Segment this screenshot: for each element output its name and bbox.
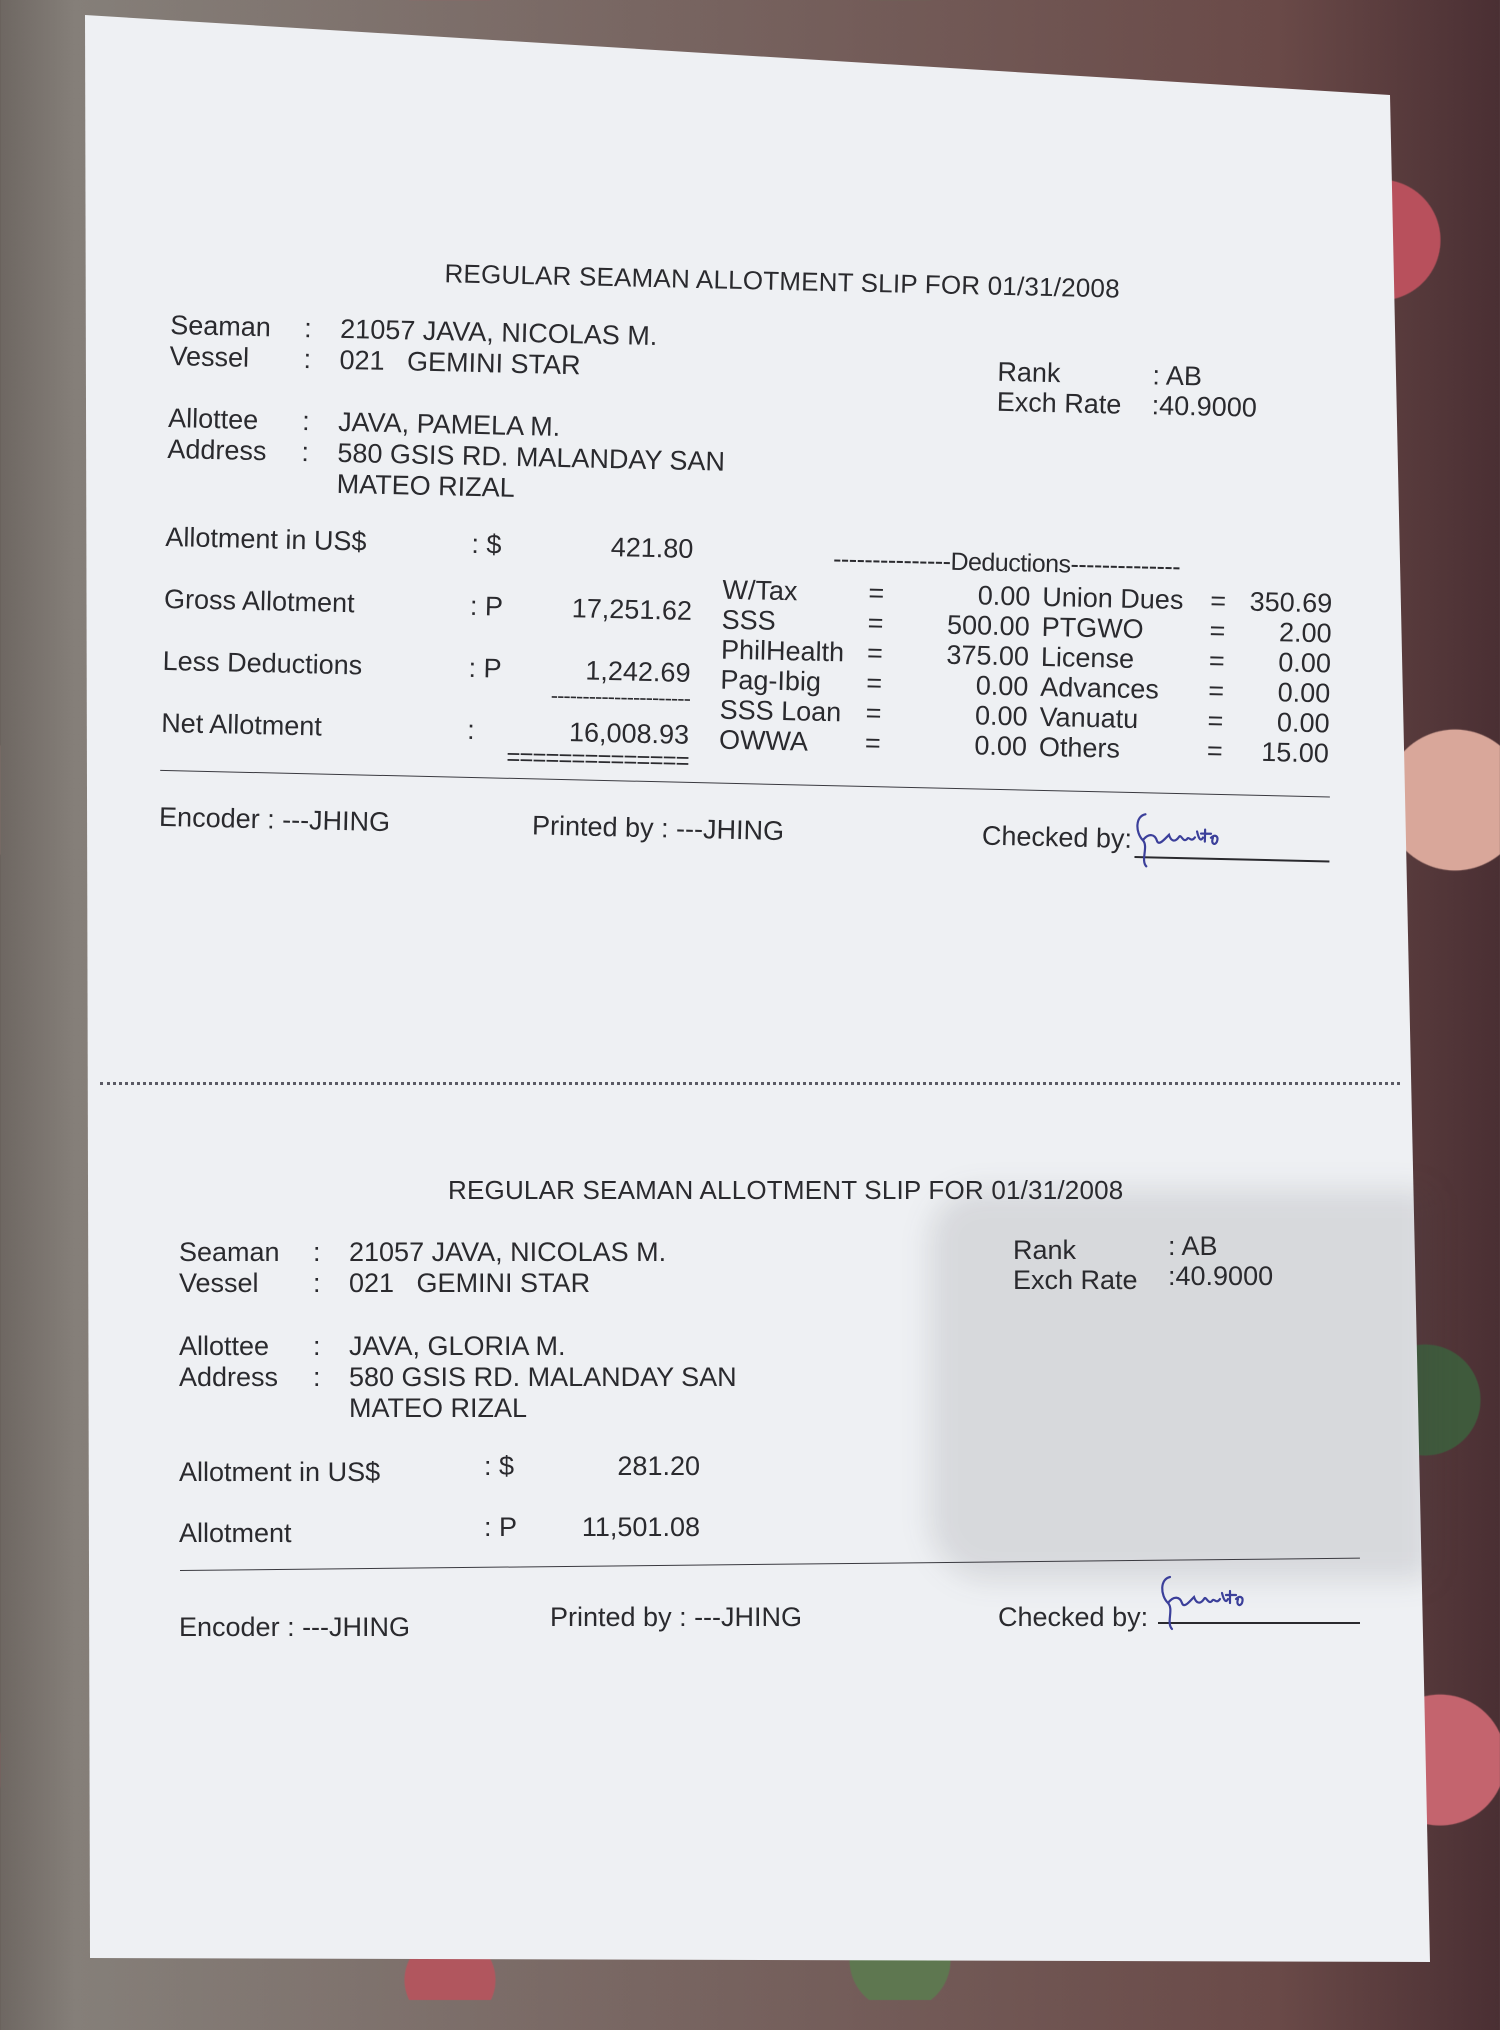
deduction-label: Others xyxy=(1038,731,1121,764)
equals-sign: = xyxy=(865,697,882,729)
rank-value: : AB xyxy=(1168,1231,1218,1261)
allotment-usd-value: 421.80 xyxy=(610,532,694,564)
less-deductions-label: Less Deductions xyxy=(162,645,363,681)
net-allotment-label: Net Allotment xyxy=(160,707,323,742)
total-double-rule: ============== xyxy=(506,743,689,775)
encoder-text: Encoder : ---JHING xyxy=(158,801,391,838)
allotment-usd-label: Allotment in US$ xyxy=(179,1457,381,1487)
deduction-label: SSS xyxy=(721,604,777,636)
equals-sign: = xyxy=(1207,675,1225,707)
currency-usd: : $ xyxy=(471,528,502,560)
deductions-header: ---------------Deductions-------------- xyxy=(832,545,1181,581)
deduction-label: Advances xyxy=(1039,671,1160,705)
vessel-value: 021 GEMINI STAR xyxy=(339,344,581,381)
deduction-label: Pag-Ibig xyxy=(720,664,822,697)
allottee-value: JAVA, PAMELA M. xyxy=(337,406,561,442)
allottee-value: JAVA, GLORIA M. xyxy=(349,1331,566,1361)
encoder-text: Encoder : ---JHING xyxy=(179,1612,411,1642)
address-line-2: MATEO RIZAL xyxy=(336,468,516,503)
seaman-value: 21057 JAVA, NICOLAS M. xyxy=(349,1237,667,1267)
equals-sign: = xyxy=(1206,735,1224,767)
deduction-value: 0.00 xyxy=(1276,707,1330,739)
net-allotment-value: 16,008.93 xyxy=(568,717,690,750)
deduction-value: 0.00 xyxy=(975,670,1029,702)
deduction-value: 0.00 xyxy=(974,730,1028,762)
allottee-label: Allottee xyxy=(179,1331,270,1361)
colon: : xyxy=(466,714,476,746)
currency-peso: : P xyxy=(469,590,504,622)
address-line-1: 580 GSIS RD. MALANDAY SAN xyxy=(337,437,726,477)
gross-allotment-value: 17,251.62 xyxy=(571,593,693,626)
address-label: Address xyxy=(179,1362,279,1392)
deduction-value: 375.00 xyxy=(946,639,1030,672)
slip-title: REGULAR SEAMAN ALLOTMENT SLIP FOR 01/31/2008 xyxy=(444,258,1121,304)
colon: : xyxy=(313,1237,321,1267)
deduction-value: 500.00 xyxy=(946,609,1031,642)
allotment-usd-label: Allotment in US$ xyxy=(165,521,367,557)
rank-label: Rank xyxy=(997,356,1061,389)
checked-by-label: Checked by: xyxy=(981,820,1133,854)
currency-peso: : P xyxy=(484,1512,518,1542)
equals-sign: = xyxy=(1208,645,1226,677)
seaman-value: 21057 JAVA, NICOLAS M. xyxy=(339,313,658,352)
deduction-label: SSS Loan xyxy=(719,694,842,728)
rank-value: : AB xyxy=(1152,360,1203,392)
deduction-value: 2.00 xyxy=(1278,617,1332,649)
address-label: Address xyxy=(167,433,267,467)
deduction-value: 0.00 xyxy=(1277,677,1331,709)
seaman-label: Seaman xyxy=(169,310,272,343)
rank-label: Rank xyxy=(1013,1235,1077,1265)
deduction-value: 0.00 xyxy=(977,580,1031,612)
currency-usd: : $ xyxy=(484,1451,515,1481)
deduction-label: PTGWO xyxy=(1041,611,1144,645)
equals-sign: = xyxy=(867,607,884,639)
subtotal-dash-rule: ---------------------- xyxy=(550,682,691,711)
exch-rate-label: Exch Rate xyxy=(996,386,1122,420)
exch-rate-value: :40.9000 xyxy=(1168,1261,1274,1291)
printed-by-text: Printed by : ---JHING xyxy=(550,1602,803,1632)
seaman-label: Seaman xyxy=(179,1237,280,1267)
exch-rate-label: Exch Rate xyxy=(1013,1265,1138,1295)
deduction-label: W/Tax xyxy=(722,574,798,607)
allottee-label: Allottee xyxy=(167,403,259,436)
equals-sign: = xyxy=(1207,705,1224,737)
deduction-value: 0.00 xyxy=(974,700,1028,732)
address-line-2: MATEO RIZAL xyxy=(349,1393,528,1423)
vessel-label: Vessel xyxy=(169,341,250,373)
equals-sign: = xyxy=(864,727,882,759)
colon: : xyxy=(301,406,311,437)
address-line-1: 580 GSIS RD. MALANDAY SAN xyxy=(349,1362,737,1392)
colon: : xyxy=(303,313,313,344)
less-deductions-value: 1,242.69 xyxy=(585,655,691,688)
deduction-value: 15.00 xyxy=(1260,736,1330,769)
equals-sign: = xyxy=(868,577,885,609)
signature-mark xyxy=(1150,1565,1260,1635)
colon: : xyxy=(313,1268,321,1298)
deduction-label: OWWA xyxy=(718,724,809,757)
colon: : xyxy=(303,344,312,375)
exch-rate-value: :40.9000 xyxy=(1151,390,1258,423)
equals-sign: = xyxy=(866,637,884,669)
checked-by-label: Checked by: xyxy=(998,1602,1149,1632)
colon: : xyxy=(313,1331,321,1361)
colon: : xyxy=(301,437,310,468)
deduction-value: 0.00 xyxy=(1278,647,1332,679)
currency-peso: : P xyxy=(468,652,502,684)
colon: : xyxy=(313,1362,321,1392)
allotment-usd-value: 281.20 xyxy=(617,1451,700,1481)
equals-sign: = xyxy=(1209,615,1226,647)
deduction-label: License xyxy=(1040,641,1135,674)
gross-allotment-label: Gross Allotment xyxy=(163,583,355,619)
deduction-label: Vanuatu xyxy=(1039,701,1139,735)
vessel-value: 021 GEMINI STAR xyxy=(349,1268,591,1298)
allotment-label: Allotment xyxy=(179,1518,292,1548)
equals-sign: = xyxy=(1209,585,1227,617)
deduction-label: PhilHealth xyxy=(720,634,845,668)
deduction-value: 350.69 xyxy=(1249,586,1333,619)
vessel-label: Vessel xyxy=(179,1268,259,1298)
slip-title: REGULAR SEAMAN ALLOTMENT SLIP FOR 01/31/2008 xyxy=(448,1175,1124,1205)
allotment-value: 11,501.08 xyxy=(581,1512,700,1542)
equals-sign: = xyxy=(866,667,883,699)
deduction-label: Union Dues xyxy=(1042,581,1184,616)
printed-by-text: Printed by : ---JHING xyxy=(531,810,785,847)
